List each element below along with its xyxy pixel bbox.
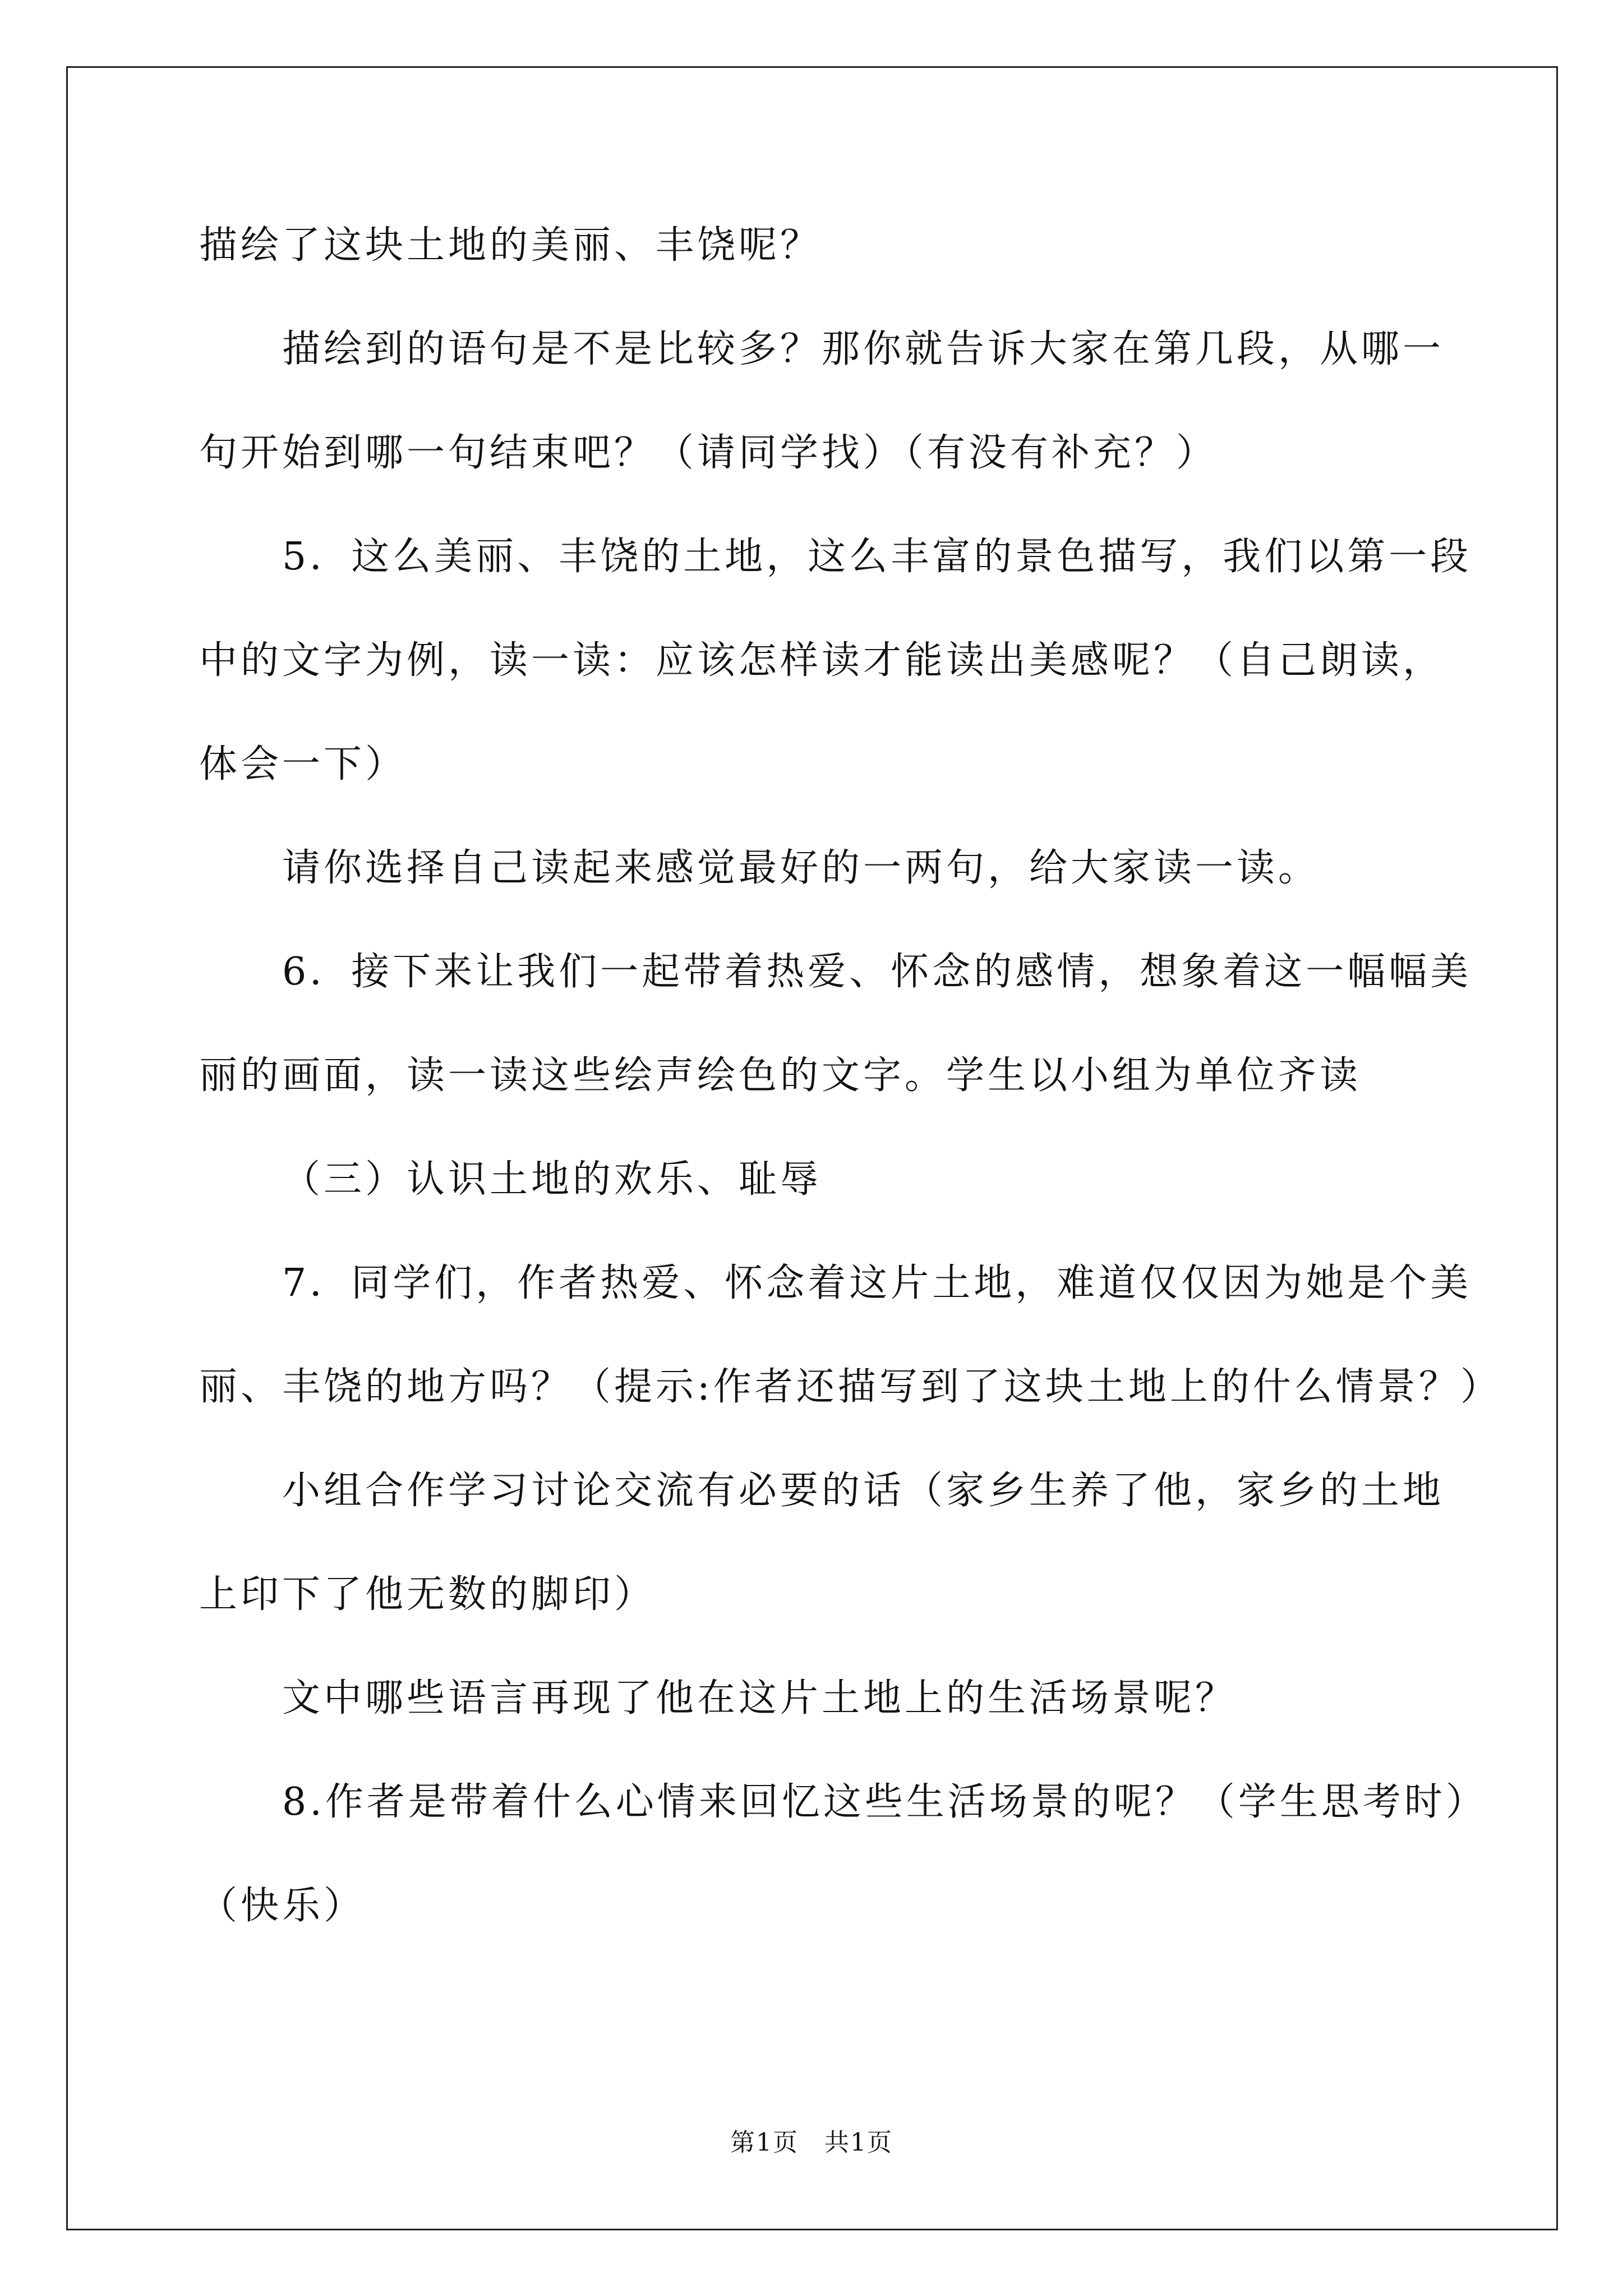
text-line: 句开始到哪一句结束吧？（请同学找）（有没有补充？） [199,431,1218,475]
text-line: （快乐） [199,1884,366,1928]
text-line: 体会一下） [199,742,407,786]
document-body [199,219,1502,1983]
text-line: 描绘到的语句是不是比较多？那你就告诉大家在第几段，从哪一 [282,327,1445,371]
text-line: 上印下了他无数的脚印） [199,1572,656,1617]
text-line: 7．同学们，作者热爱、怀念着这片土地，难道仅仅因为她是个美 [282,1261,1472,1305]
page-number: 第1页 共1页 [730,2128,893,2157]
text-line: 文中哪些语言再现了他在这片土地上的生活场景呢？ [282,1676,1237,1720]
text-line: 丽、丰饶的地方吗？（提示:作者还描写到了这块土地上的什么情景？） [199,1365,1502,1409]
section-heading: （三）认识土地的欢乐、耻辱 [282,1157,822,1202]
text-line: 描绘了这块土地的美丽、丰饶呢？ [199,223,822,268]
text-line: 中的文字为例，读一读：应该怎样读才能读出美感呢？（自己朗读， [199,638,1445,683]
text-line: 请你选择自己读起来感觉最好的一两句，给大家读一读。 [282,846,1320,890]
text-line: 5．这么美丽、丰饶的土地，这么丰富的景色描写，我们以第一段 [282,535,1472,579]
text-line: 8.作者是带着什么心情来回忆这些生活场景的呢？（学生思考时） [282,1780,1487,1824]
text-line: 6．接下来让我们一起带着热爱、怀念的感情，想象着这一幅幅美 [282,950,1472,994]
text-line: 小组合作学习讨论交流有必要的话（家乡生养了他，家乡的土地 [282,1469,1445,1513]
text-line: 丽的画面，读一读这些绘声绘色的文字。学生以小组为单位齐读 [199,1053,1362,1098]
